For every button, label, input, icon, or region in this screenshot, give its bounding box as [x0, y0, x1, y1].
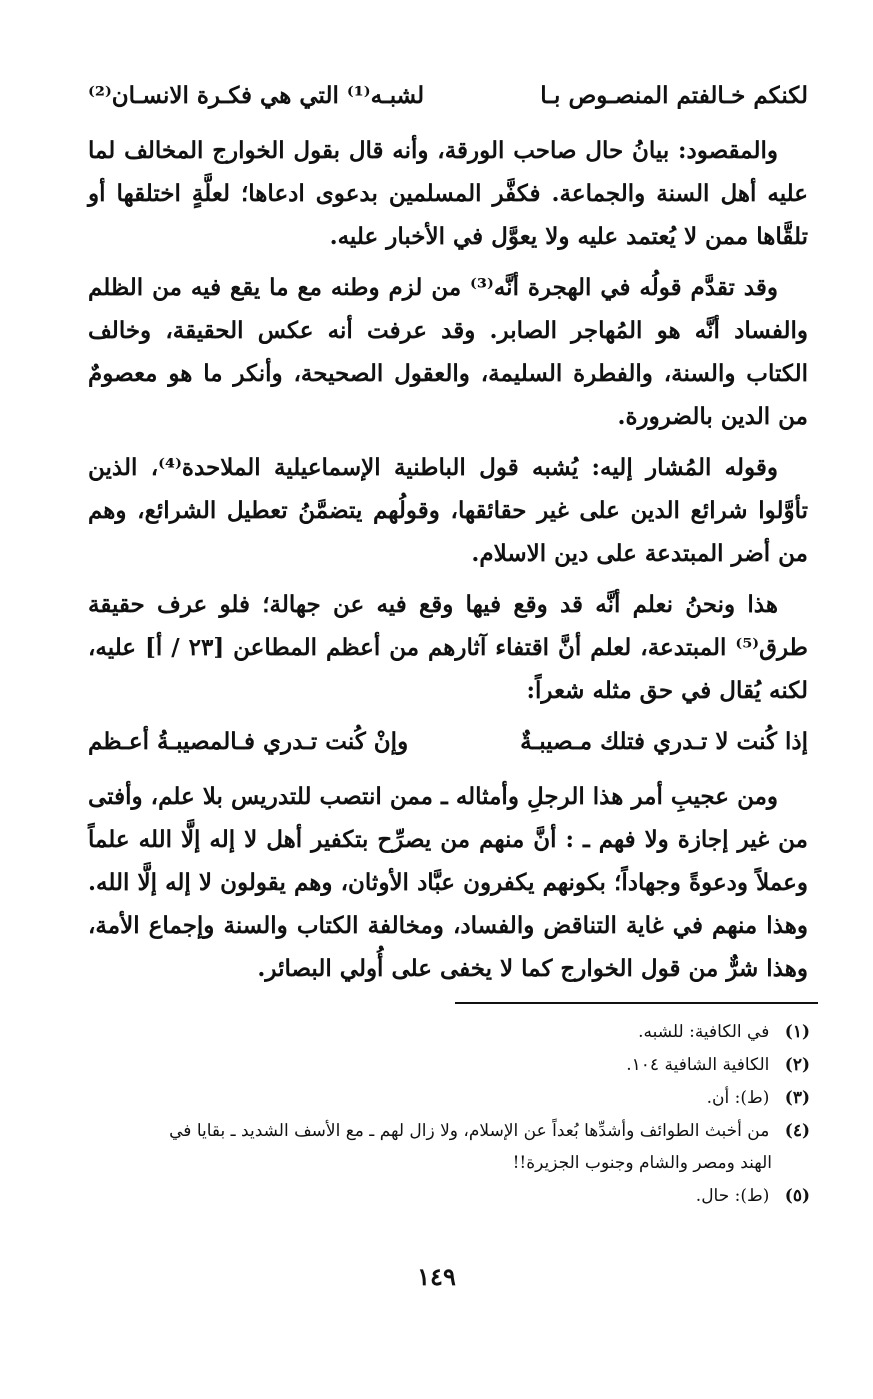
- footnote-1: [98, 1016, 810, 1048]
- footnote-number: (٥): [784, 1186, 810, 1206]
- paragraph-2: وقد تقدَّم قولُه في الهجرة أنَّه⁽³⁾ من لزم وطنه مع ما يقع فيه من الظلم والفساد أنَّه هو المُهاجر الصابر. وقد عرفت أنه عكس الحقيقة، وخالف الكتاب والسنة، والفطرة السليمة، والعقول الصحيحة، وأنكر ما هو معصومٌ من الدين بالضرورة.: [88, 274, 808, 430]
- footnote-2: [98, 1049, 810, 1081]
- footnote-text: من أخبث الطوائف وأشدِّها بُعداً عن الإسلام، ولا زال لهم ـ مع الأسف الشديد ـ بقايا في: [169, 1121, 770, 1141]
- page-number: ١٤٩: [417, 1262, 456, 1291]
- footnote-5: [98, 1180, 810, 1212]
- footnote-3: [98, 1082, 810, 1114]
- footnotes: [98, 1016, 810, 1213]
- verse-1-second-hemistich: لشبـه⁽¹⁾ التي هي فكـرة الانسـان⁽²⁾: [88, 82, 425, 109]
- footnote-separator: [455, 1002, 818, 1004]
- footnote-text: (ط): حال.: [695, 1186, 770, 1206]
- verse-line-2: [88, 720, 808, 763]
- footnote-number: (٣): [784, 1088, 810, 1108]
- verse-line-1: [88, 74, 808, 117]
- footnote-number: (٢): [784, 1055, 810, 1075]
- footnote-continuation: الهند ومصر والشام وجنوب الجزيرة!!: [512, 1153, 772, 1173]
- main-text: [88, 74, 808, 998]
- footnote-text: في الكافية: للشبه.: [638, 1022, 770, 1042]
- footnote-text: الكافية الشافية ١٠٤.: [626, 1055, 770, 1075]
- paragraph-1: والمقصود: بيانُ حال صاحب الورقة، وأنه قال بقول الخوارج المخالف لما عليه أهل السنة والجماعة. فكفَّر المسلمين بدعوى ادعاها؛ لعلَّةٍ اختلقها أو تلقَّاها ممن لا يُعتمد عليه ولا يعوَّل في الأخبار عليه.: [88, 137, 808, 250]
- verse-2-second-hemistich: وإنْ كُنت تـدري فـالمصيبـةُ أعـظم: [88, 728, 409, 755]
- footnote-4: [98, 1115, 810, 1179]
- paragraph-4: هذا ونحنُ نعلم أنَّه قد وقع فيها وقع فيه عن جهالة؛ فلو عرف حقيقة طرق⁽⁵⁾ المبتدعة، لعلم أنَّ اقتفاء آثارهم من أعظم المطاعن [٢٣ / أ] عليه، لكنه يُقال في حق مثله شعراً:: [88, 591, 808, 704]
- footnote-number: (١): [784, 1022, 810, 1042]
- verse-2-first-hemistich: إذا كُنت لا تـدري فتلك مـصيبـةٌ: [520, 728, 808, 755]
- paragraph-5: ومن عجيبِ أمر هذا الرجلِ وأمثاله ـ ممن انتصب للتدريس بلا علم، وأفتى من غير إجازة ولا فهم ـ : أنَّ منهم من يصرِّح بتكفير أهل لا إله إلَّا الله علماً وعملاً ودعوةً وجهاداً؛ بكونهم يكفرون عبَّاد الأوثان، وهم يقولون لا إله إلَّا الله. وهذا منهم في غاية التناقض والفساد، ومخالفة الكتاب والسنة وإجماع الأمة، وهذا شرٌّ من قول الخوارج كما لا يخفى على أُولي البصائر.: [88, 783, 808, 982]
- footnote-text: (ط): أن.: [706, 1088, 770, 1108]
- verse-1-first-hemistich: لكنكم خـالفتم المنصـوص بـا: [540, 82, 808, 109]
- paragraph-3: وقوله المُشار إليه: يُشبه قول الباطنية الإسماعيلية الملاحدة⁽⁴⁾، الذين تأوَّلوا شرائع الدين على غير حقائقها، وقولُهم يتضمَّنُ تعطيل الشرائع، وهم من أضر المبتدعة على دين الاسلام.: [88, 454, 808, 567]
- footnote-number: (٤): [784, 1121, 810, 1141]
